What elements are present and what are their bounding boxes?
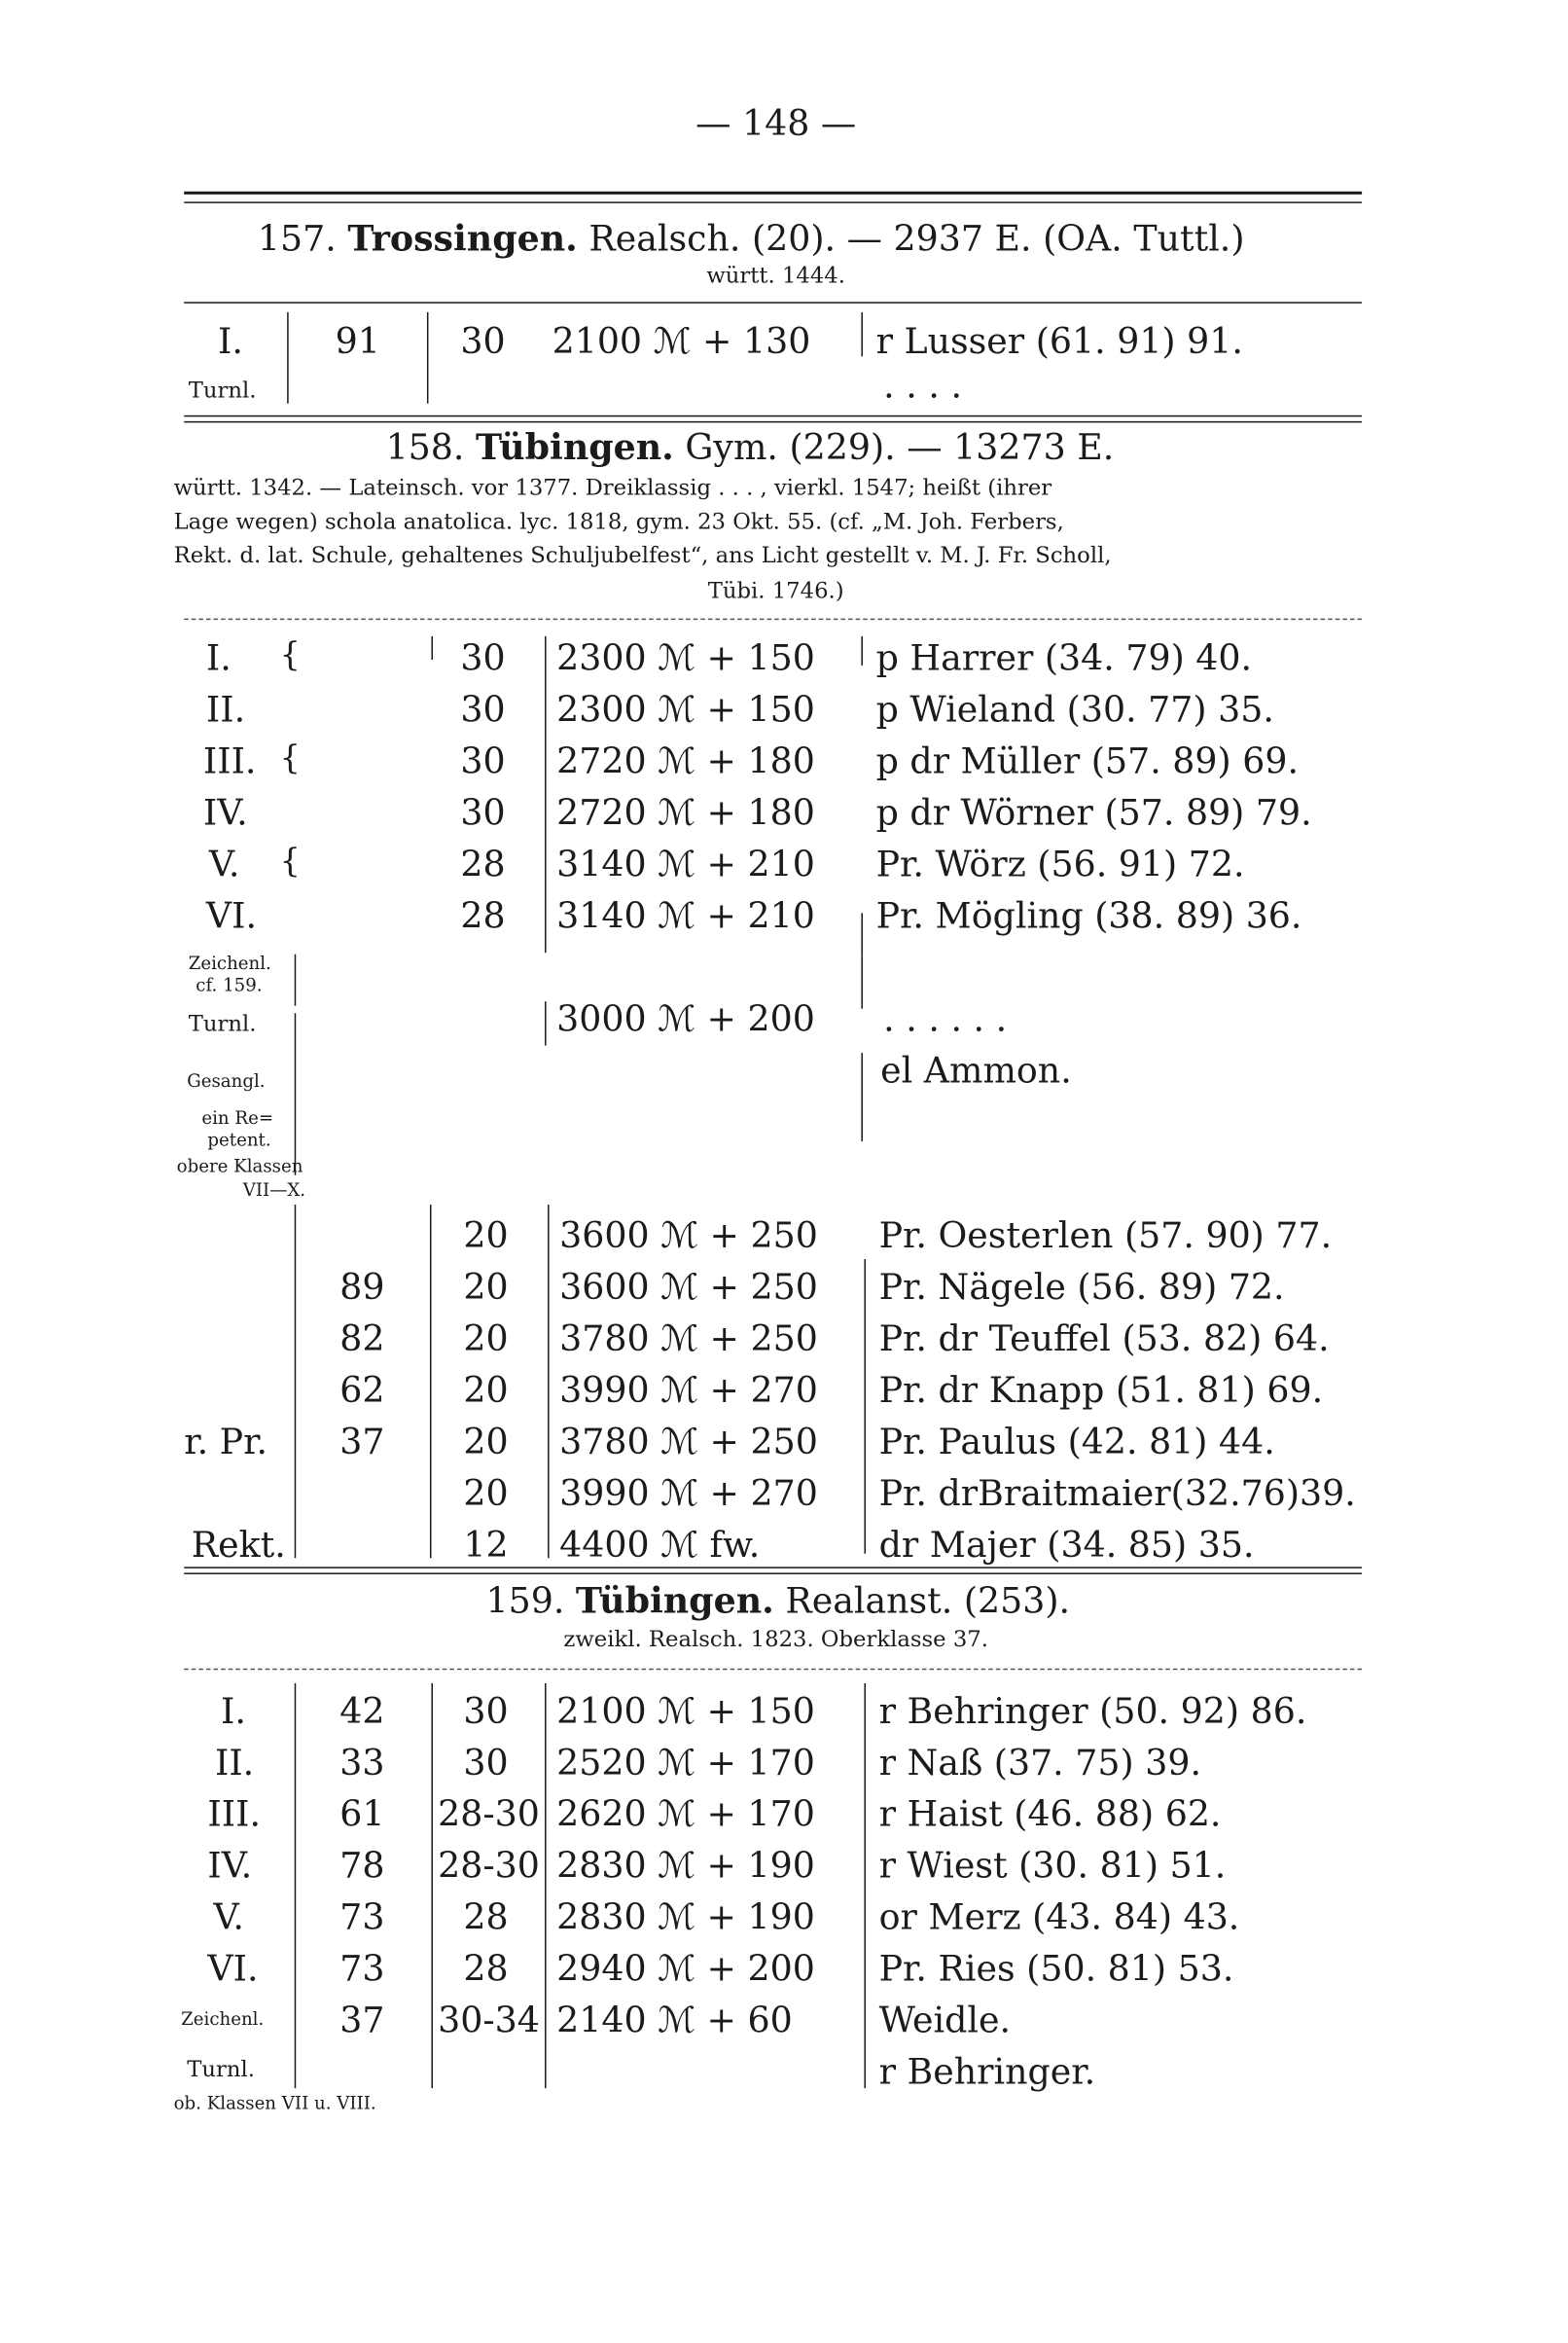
salary-cell: 3140 ℳ + 210 bbox=[556, 844, 815, 885]
salary-cell: 3600 ℳ + 250 bbox=[559, 1266, 818, 1308]
row-label: obere Klassen bbox=[176, 1156, 303, 1177]
salary-cell: 2140 ℳ + 60 bbox=[556, 2000, 793, 2041]
section-159-subtitle: zweikl. Realsch. 1823. Oberklasse 37. bbox=[563, 1625, 988, 1653]
class-cell: II. bbox=[205, 689, 246, 731]
salary-cell: 3000 ℳ + 200 bbox=[556, 998, 815, 1040]
teacher-cell: p Wieland (30. 77) 35. bbox=[875, 689, 1274, 731]
class-cell: V. bbox=[208, 844, 240, 885]
brace: { bbox=[279, 637, 301, 675]
class-cell: r. Pr. bbox=[184, 1421, 268, 1462]
place-name: Trossingen. bbox=[347, 216, 578, 260]
section-158-description: Lage wegen) schola anatolica. lyc. 1818, gym. 23 Okt. 55. (cf. „M. Joh. Ferbers, bbox=[173, 508, 1064, 535]
salary-cell: 3990 ℳ + 270 bbox=[559, 1369, 818, 1411]
column-divider bbox=[295, 955, 297, 1006]
section-158-title bbox=[385, 425, 1115, 469]
salary-cell: 2100 ℳ + 150 bbox=[556, 1690, 815, 1732]
teacher-cell: Weidle. bbox=[878, 2000, 1012, 2041]
class-cell: VI. bbox=[207, 1948, 259, 1990]
salary-cell: 2620 ℳ + 170 bbox=[556, 1793, 815, 1835]
hours-cell: 30 bbox=[460, 689, 506, 731]
rule bbox=[184, 415, 1362, 417]
rule bbox=[184, 1572, 1362, 1574]
section-157-subtitle: württ. 1444. bbox=[706, 262, 845, 289]
class-cell: V. bbox=[213, 1896, 244, 1938]
column-divider bbox=[864, 1259, 866, 1554]
column-divider bbox=[295, 1205, 297, 1558]
salary-cell: 2300 ℳ + 150 bbox=[556, 689, 815, 731]
teacher-cell: . . . . . . bbox=[883, 998, 1008, 1040]
teacher-cell: p dr Wörner (57. 89) 79. bbox=[875, 792, 1312, 834]
rule bbox=[184, 1567, 1362, 1568]
teacher-cell: Pr. drBraitmaier(32.76)39. bbox=[878, 1472, 1356, 1514]
count-cell: 33 bbox=[339, 1742, 385, 1784]
salary-cell: 3780 ℳ + 250 bbox=[559, 1421, 818, 1462]
hours-cell: 20 bbox=[463, 1369, 509, 1411]
teacher-cell: r Naß (37. 75) 39. bbox=[878, 1742, 1202, 1784]
section-159-title bbox=[485, 1578, 1071, 1622]
hours-cell: 20 bbox=[463, 1421, 509, 1462]
place-name: Tübingen. bbox=[575, 1578, 774, 1622]
salary-cell: 3140 ℳ + 210 bbox=[556, 895, 815, 937]
column-divider bbox=[427, 312, 429, 404]
footnote: ob. Klassen VII u. VIII. bbox=[173, 2092, 376, 2113]
teacher-cell: Pr. dr Knapp (51. 81) 69. bbox=[878, 1369, 1324, 1411]
row-label: petent. bbox=[207, 1129, 271, 1151]
section-title-rest: Realsch. (20). — 2937 E. (OA. Tuttl.) bbox=[588, 217, 1245, 260]
section-157-title bbox=[257, 216, 1245, 260]
hours-cell: 28 bbox=[460, 895, 506, 937]
salary-cell: 3780 ℳ + 250 bbox=[559, 1317, 818, 1359]
teacher-cell: p dr Müller (57. 89) 69. bbox=[875, 740, 1300, 782]
column-divider bbox=[861, 312, 863, 356]
brace: { bbox=[279, 844, 301, 882]
column-divider bbox=[545, 1683, 547, 2088]
section-title-rest: Realanst. (253). bbox=[785, 1579, 1071, 1622]
class-cell: VI. bbox=[205, 895, 258, 937]
teacher-cell: p Harrer (34. 79) 40. bbox=[875, 637, 1253, 679]
salary-cell: 2720 ℳ + 180 bbox=[556, 740, 815, 782]
class-cell: II. bbox=[214, 1742, 255, 1784]
salary-cell: 4400 ℳ fw. bbox=[559, 1524, 761, 1566]
column-divider bbox=[861, 1053, 863, 1141]
section-title-rest: Gym. (229). — 13273 E. bbox=[685, 426, 1115, 469]
teacher-cell: Pr. Oesterlen (57. 90) 77. bbox=[878, 1214, 1333, 1257]
column-divider bbox=[861, 913, 863, 956]
hours-cell: 30 bbox=[463, 1742, 509, 1784]
hours-cell: 30 bbox=[460, 740, 506, 782]
section-number: 157. bbox=[257, 217, 337, 260]
class-cell: IV. bbox=[202, 792, 248, 834]
column-divider bbox=[431, 1683, 433, 2088]
hours-cell: 20 bbox=[463, 1214, 509, 1257]
rule bbox=[184, 201, 1362, 203]
count-cell: 42 bbox=[339, 1690, 385, 1732]
class-cell: I. bbox=[218, 320, 243, 363]
count-cell: 78 bbox=[339, 1845, 385, 1887]
section-158-description: Tübi. 1746.) bbox=[707, 577, 844, 604]
rule bbox=[184, 421, 1362, 423]
column-divider bbox=[545, 1001, 547, 1045]
hours-cell: 30 bbox=[460, 792, 506, 834]
hours-cell: 20 bbox=[463, 1266, 509, 1308]
hours-cell: 28 bbox=[463, 1948, 509, 1990]
hours-cell: 30 bbox=[463, 1690, 509, 1732]
count-cell: 73 bbox=[339, 1948, 385, 1990]
place-name: Tübingen. bbox=[476, 425, 674, 469]
salary-cell: 2100 ℳ + 130 bbox=[552, 320, 811, 363]
hours-cell: 28-30 bbox=[438, 1793, 540, 1835]
count-cell: 37 bbox=[339, 1421, 385, 1462]
teacher-cell: r Behringer (50. 92) 86. bbox=[878, 1690, 1307, 1732]
salary-cell: 2520 ℳ + 170 bbox=[556, 1742, 815, 1784]
column-divider bbox=[287, 312, 289, 404]
rule bbox=[184, 302, 1362, 304]
salary-cell: 2830 ℳ + 190 bbox=[556, 1896, 815, 1938]
count-cell: 82 bbox=[339, 1317, 385, 1359]
teacher-cell: or Merz (43. 84) 43. bbox=[878, 1896, 1240, 1938]
class-cell: I. bbox=[221, 1690, 246, 1732]
row-label: Turnl. bbox=[188, 1010, 257, 1037]
row-label: VII—X. bbox=[242, 1179, 306, 1201]
column-divider bbox=[431, 636, 433, 660]
column-divider bbox=[295, 1013, 297, 1174]
salary-cell: 3600 ℳ + 250 bbox=[559, 1214, 818, 1257]
page-number: — 148 — bbox=[695, 102, 857, 145]
rule bbox=[184, 619, 1362, 621]
hours-cell: 20 bbox=[463, 1472, 509, 1514]
column-divider bbox=[861, 957, 863, 1009]
hours-cell: 12 bbox=[463, 1524, 509, 1566]
column-divider bbox=[548, 1205, 550, 1558]
hours-cell: 28 bbox=[460, 844, 506, 885]
row-label: Zeichenl. bbox=[188, 953, 271, 974]
salary-cell: 3990 ℳ + 270 bbox=[559, 1472, 818, 1514]
class-cell: Turnl. bbox=[188, 377, 257, 404]
column-divider bbox=[295, 1683, 297, 2088]
hours-cell: 20 bbox=[463, 1317, 509, 1359]
teacher-cell: Pr. Wörz (56. 91) 72. bbox=[875, 844, 1245, 885]
class-cell: IV. bbox=[207, 1845, 253, 1887]
count-cell: 91 bbox=[335, 320, 380, 363]
section-number: 158. bbox=[385, 426, 465, 469]
teacher-cell: el Ammon. bbox=[880, 1050, 1072, 1092]
count-cell: 37 bbox=[339, 2000, 385, 2041]
teacher-cell: Pr. Paulus (42. 81) 44. bbox=[878, 1421, 1275, 1462]
count-cell: 89 bbox=[339, 1266, 385, 1308]
teacher-cell: r Haist (46. 88) 62. bbox=[878, 1793, 1222, 1835]
salary-cell: 2830 ℳ + 190 bbox=[556, 1845, 815, 1887]
hours-cell: 30 bbox=[460, 637, 506, 679]
salary-cell: 2300 ℳ + 150 bbox=[556, 637, 815, 679]
teacher-cell: Pr. Mögling (38. 89) 36. bbox=[875, 895, 1302, 937]
teacher-cell: r Lusser (61. 91) 91. bbox=[875, 320, 1243, 363]
row-label: ein Re= bbox=[201, 1107, 274, 1129]
class-cell: I. bbox=[205, 637, 232, 679]
class-cell: III. bbox=[202, 740, 257, 782]
class-cell: Turnl. bbox=[187, 2055, 255, 2083]
teacher-cell: r Behringer. bbox=[878, 2051, 1096, 2093]
column-divider bbox=[545, 636, 547, 953]
teacher-cell: Pr. Ries (50. 81) 53. bbox=[878, 1948, 1234, 1990]
section-158-description: Rekt. d. lat. Schule, gehaltenes Schuljubelfest“, ans Licht gestellt v. M. J. Fr. Scholl, bbox=[173, 541, 1112, 569]
brace: { bbox=[279, 740, 301, 778]
hours-cell: 28-30 bbox=[438, 1845, 540, 1887]
section-number: 159. bbox=[485, 1579, 565, 1622]
column-divider bbox=[864, 1683, 866, 2088]
column-divider bbox=[861, 636, 863, 666]
count-cell: 73 bbox=[339, 1896, 385, 1938]
teacher-cell: Pr. dr Teuffel (53. 82) 64. bbox=[878, 1317, 1330, 1359]
rule bbox=[184, 1669, 1362, 1671]
salary-cell: 2720 ℳ + 180 bbox=[556, 792, 815, 834]
hours-cell: 28 bbox=[463, 1896, 509, 1938]
teacher-cell: . . . . bbox=[883, 365, 962, 407]
row-label: Gesangl. bbox=[187, 1070, 266, 1092]
class-cell: Zeichenl. bbox=[181, 2008, 265, 2030]
class-cell: III. bbox=[207, 1793, 262, 1835]
hours-cell: 30 bbox=[460, 320, 506, 363]
teacher-cell: dr Majer (34. 85) 35. bbox=[878, 1524, 1255, 1566]
class-cell: Rekt. bbox=[191, 1524, 286, 1566]
hours-cell: 30-34 bbox=[438, 2000, 540, 2041]
column-divider bbox=[430, 1205, 432, 1558]
count-cell: 61 bbox=[339, 1793, 385, 1835]
teacher-cell: r Wiest (30. 81) 51. bbox=[878, 1845, 1227, 1887]
teacher-cell: Pr. Nägele (56. 89) 72. bbox=[878, 1266, 1285, 1308]
row-label: cf. 159. bbox=[196, 974, 263, 996]
rule bbox=[184, 192, 1362, 195]
salary-cell: 2940 ℳ + 200 bbox=[556, 1948, 815, 1990]
count-cell: 62 bbox=[339, 1369, 385, 1411]
section-158-description: württ. 1342. — Lateinsch. vor 1377. Dreiklassig . . . , vierkl. 1547; heißt (ihrer bbox=[173, 474, 1052, 501]
